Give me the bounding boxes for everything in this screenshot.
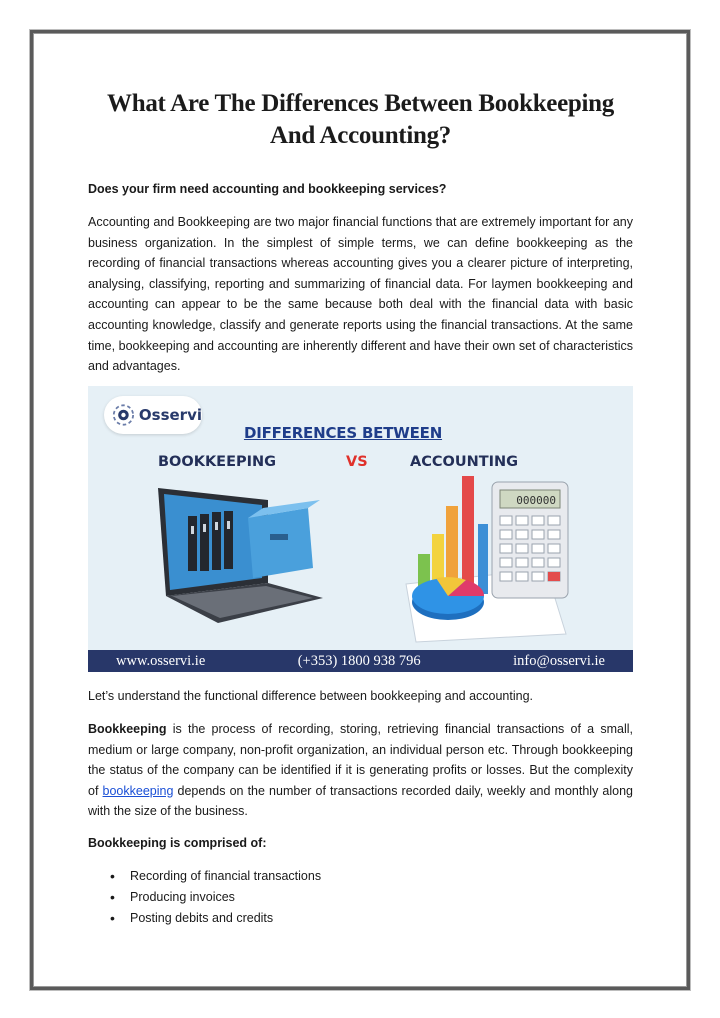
- understand-paragraph: Let’s understand the functional difference between bookkeeping and accounting.: [88, 689, 534, 703]
- banner-image: [88, 386, 633, 672]
- list-item: • Recording of financial transactions: [106, 866, 321, 887]
- page-title: [88, 88, 633, 152]
- osservi-logo: [104, 396, 202, 434]
- list-item: • Posting debits and credits: [106, 908, 321, 929]
- bookkeeping-label: BOOKKEEPING: [158, 454, 277, 470]
- banner-heading: DIFFERENCES BETWEEN: [243, 424, 443, 442]
- bookkeeping-text-a: is the process of recording, storing, retrieving financial transactions of a small, medium or large company, non-profit organization, an individual person etc. Through bookkeeping the status of the company can be identified if it is generating profits or losses. But the complexity of: [88, 722, 633, 798]
- accounting-label: ACCOUNTING: [410, 454, 519, 470]
- banner-email: info@osservi.ie: [513, 652, 605, 669]
- bookkeeping-paragraph: [88, 719, 633, 822]
- calculator-display: 000000: [516, 494, 556, 507]
- vs-label: VS: [346, 454, 368, 470]
- bookkeeping-text-b: depends on the number of transactions recorded daily, weekly and monthly along with the size of the business.: [88, 783, 634, 819]
- accounting-illustration-icon: [396, 474, 596, 644]
- banner-website: www.osservi.ie: [116, 652, 206, 669]
- document-body: [88, 88, 634, 925]
- list-item: • Producing invoices: [106, 887, 321, 908]
- laptop-folders-icon: [148, 478, 348, 628]
- logo-text: Osservi: [138, 406, 202, 424]
- logo-mark-icon: [112, 402, 135, 428]
- bookkeeping-list: [106, 866, 321, 929]
- comprised-heading: Bookkeeping is comprised of:: [88, 836, 267, 850]
- banner-phone: (+353) 1800 938 796: [297, 652, 421, 669]
- bookkeeping-term: Bookkeeping: [88, 722, 167, 736]
- title-line-2: And Accounting?: [270, 122, 451, 149]
- banner-contact-bar: [88, 650, 633, 672]
- bookkeeping-link[interactable]: bookkeeping: [102, 783, 174, 798]
- question-heading: Does your firm need accounting and bookkeeping services?: [88, 182, 447, 196]
- title-line-1: What Are The Differences Between Bookkeeping: [107, 90, 614, 117]
- intro-paragraph: Accounting and Bookkeeping are two major financial functions that are extremely important for any business organization. In the simplest of simple terms, we can define bookkeeping as the recording of financial transactions whereas accounting gives you a clearer picture of interpreting, analysing, classifying, reporting and summarizing of financial data. For laymen bookkeeping and accounting can appear to be the same because both deal with the financial data with basic accounting knowledge, classify and generate reports using the financial transactions. At the same time, bookkeeping and accounting are inherently different and have their own set of characteristics and advantages.: [88, 215, 633, 374]
